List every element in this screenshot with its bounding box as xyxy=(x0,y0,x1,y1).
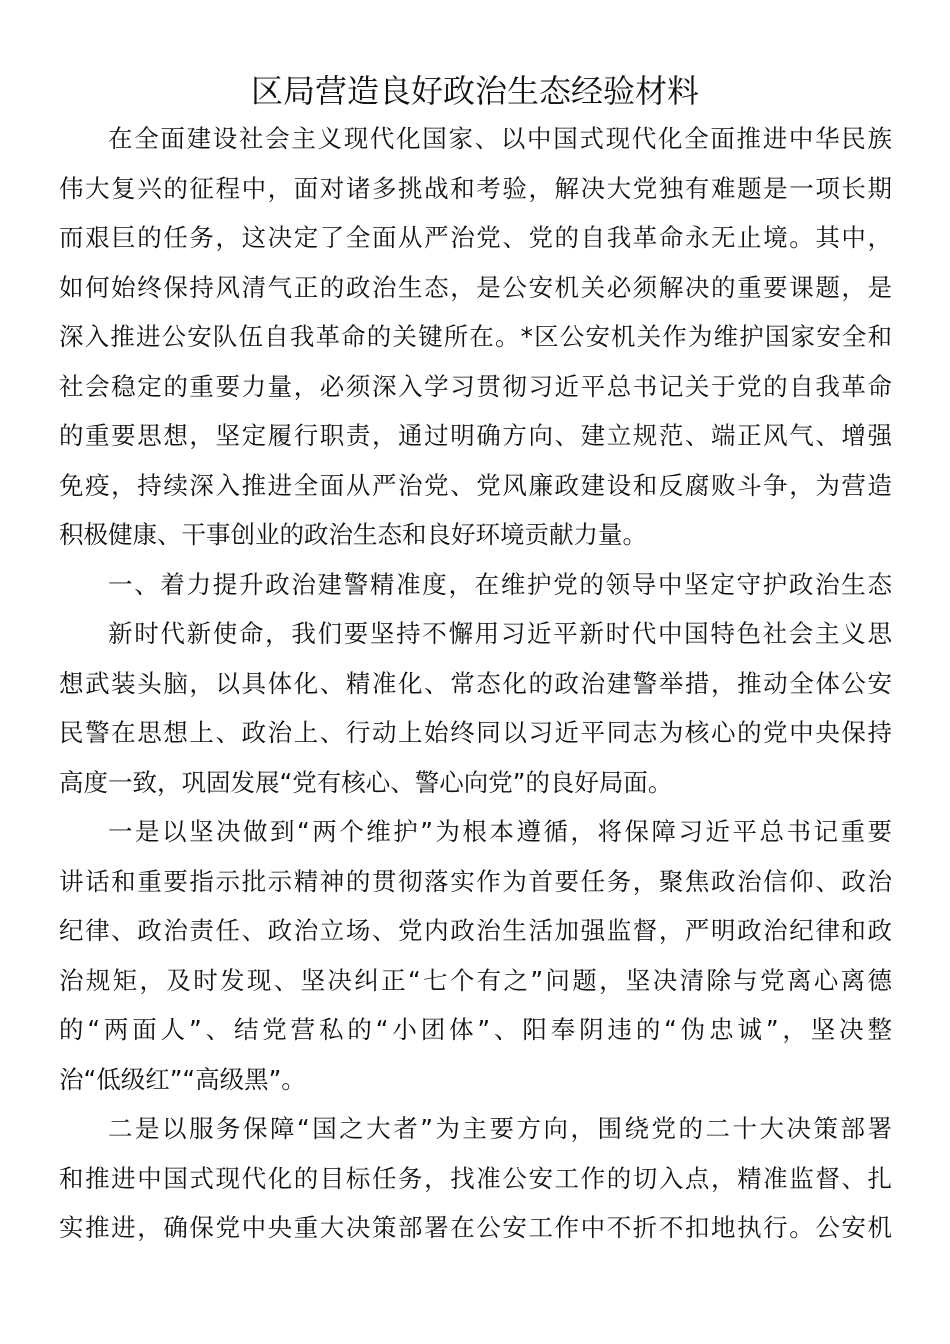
paragraph-line: 高度一致，巩固发展“党有核心、警心向党”的良好局面。 xyxy=(59,767,673,797)
paragraph-line: 治“低级红”“高级黑”。 xyxy=(59,1064,306,1094)
paragraph-line: 深入推进公安队伍自我革命的关键所在。*区公安机关作为维护国家安全和 xyxy=(59,322,892,351)
paragraph-line: 想武装头脑，以具体化、精准化、常态化的政治建警举措，推动全体公安 xyxy=(59,668,892,698)
paragraph-line: 如何始终保持风清气正的政治生态，是公安机关必须解决的重要课题，是 xyxy=(59,272,892,302)
paragraph-line: 二是以服务保障“国之大者”为主要方向，围绕党的二十大决策部署 xyxy=(108,1114,892,1143)
paragraph-line: 而艰巨的任务，这决定了全面从严治党、党的自我革命永无止境。其中， xyxy=(59,223,892,252)
paragraph-line: 新时代新使命，我们要坚持不懈用习近平新时代中国特色社会主义思 xyxy=(108,619,892,648)
paragraph-line: 社会稳定的重要力量，必须深入学习贯彻习近平总书记关于党的自我革命 xyxy=(59,371,892,401)
paragraph-line: 实推进，确保党中央重大决策部署在公安工作中不折不扣地执行。公安机 xyxy=(59,1213,892,1242)
paragraph-line: 治规矩，及时发现、坚决纠正“七个有之”问题，坚决清除与党离心离德 xyxy=(59,965,892,995)
paragraph-line: 一是以坚决做到“两个维护”为根本遵循，将保障习近平总书记重要 xyxy=(108,817,892,846)
paragraph-line: 免疫，持续深入推进全面从严治党、党风廉政建设和反腐败斗争，为营造 xyxy=(59,470,892,500)
paragraph-line: 的重要思想，坚定履行职责，通过明确方向、建立规范、端正风气、增强 xyxy=(59,421,892,450)
section-heading: 一、着力提升政治建警精准度，在维护党的领导中坚定守护政治生态 xyxy=(108,569,892,599)
paragraph-line: 讲话和重要指示批示精神的贯彻落实作为首要任务，聚焦政治信仰、政治 xyxy=(59,866,892,896)
document-body xyxy=(59,114,892,1253)
paragraph-line: 纪律、政治责任、政治立场、党内政治生活加强监督，严明政治纪律和政 xyxy=(59,916,892,945)
paragraph-line: 和推进中国式现代化的目标任务，找准公安工作的切入点，精准监督、扎 xyxy=(59,1163,892,1193)
paragraph-line: 的“两面人”、结党营私的“小团体”、阳奉阴违的“伪忠诚”，坚决整 xyxy=(59,1015,892,1044)
paragraph-line: 在全面建设社会主义现代化国家、以中国式现代化全面推进中华民族 xyxy=(108,124,892,153)
paragraph-line: 民警在思想上、政治上、行动上始终同以习近平同志为核心的党中央保持 xyxy=(59,718,892,747)
paragraph-line: 积极健康、干事创业的政治生态和良好环境贡献力量。 xyxy=(59,520,647,549)
page-title: 区局营造良好政治生态经验材料 xyxy=(250,72,699,110)
paragraph-line: 伟大复兴的征程中，面对诸多挑战和考验，解决大党独有难题是一项长期 xyxy=(59,173,892,203)
